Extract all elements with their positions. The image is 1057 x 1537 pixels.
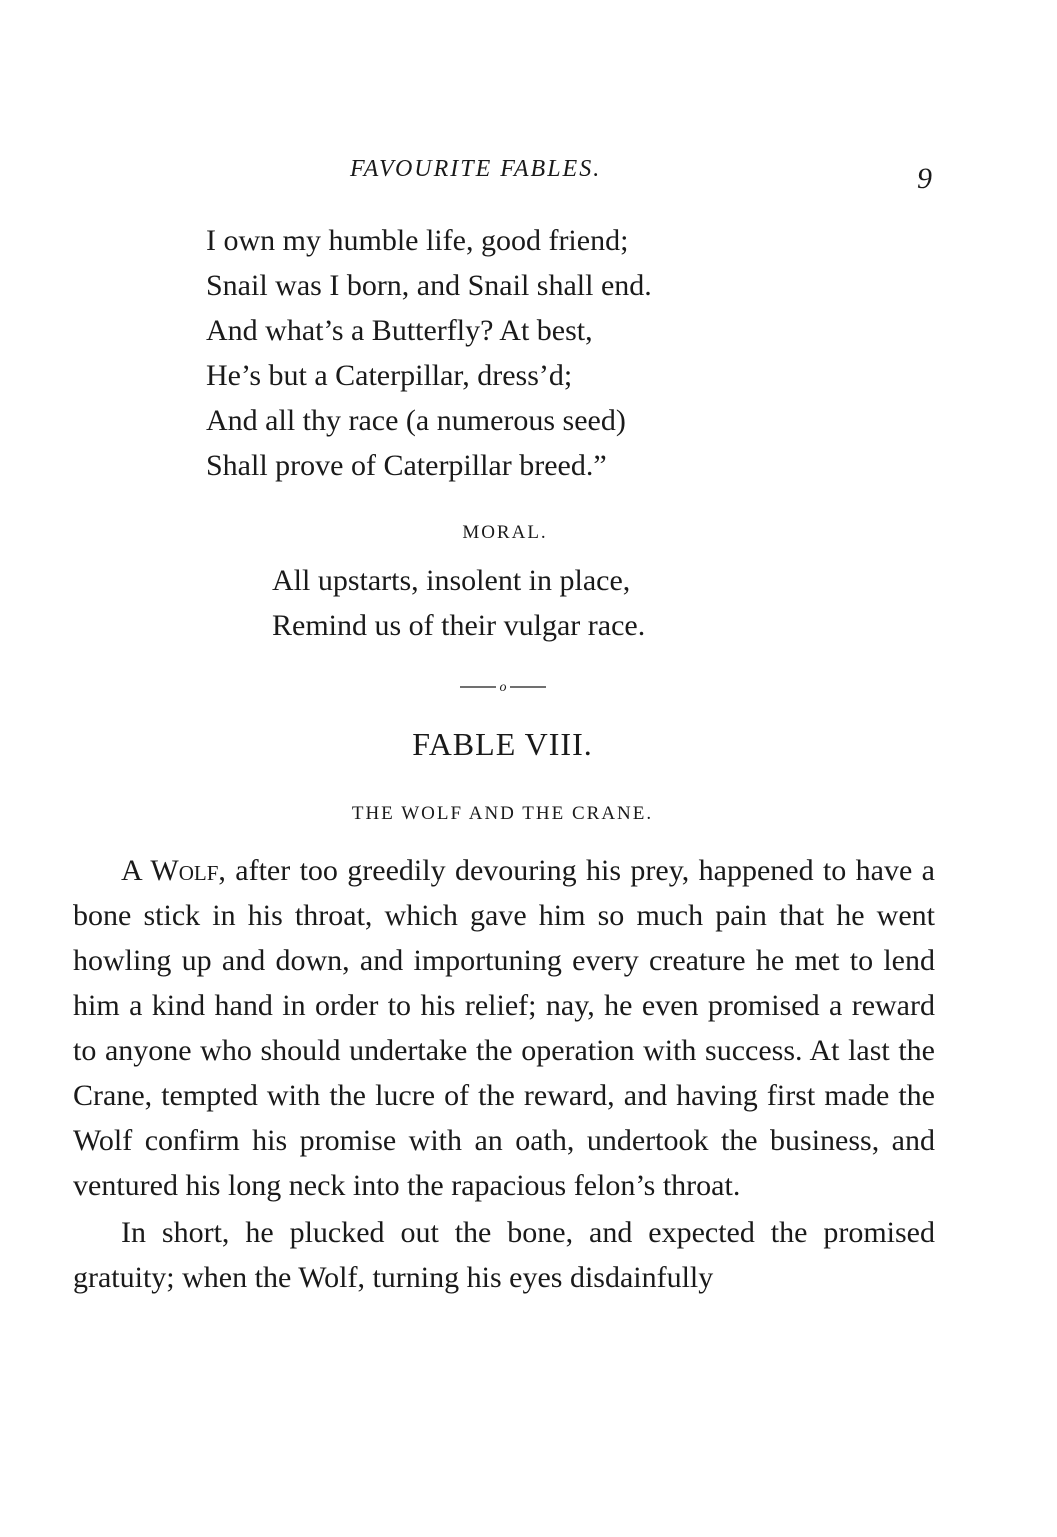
moral-line: All upstarts, insolent in place, xyxy=(272,564,631,597)
paragraph-opening: A xyxy=(121,854,151,887)
verse-line: I own my humble life, good friend; xyxy=(206,224,629,257)
moral-verse xyxy=(272,558,645,648)
paragraph: In short, he plucked out the bone, and expected the promised gratuity; when the Wolf, turning his eyes disdainfully xyxy=(73,1216,935,1294)
small-caps-word: Wolf xyxy=(150,854,219,887)
running-head xyxy=(0,156,1057,196)
verse-stanza xyxy=(206,218,652,488)
verse-line: And all thy race (a numerous seed) xyxy=(206,404,626,437)
verse-line: He’s but a Caterpillar, dress’d; xyxy=(206,359,573,392)
divider-ornament-glyph: o xyxy=(499,680,507,695)
page-number: 9 xyxy=(917,162,932,195)
fable-body xyxy=(73,848,935,1300)
moral-heading: MORAL. xyxy=(462,522,548,543)
section-divider-ornament xyxy=(458,676,548,696)
verse-line: Snail was I born, and Snail shall end. xyxy=(206,269,652,302)
verse-line: Shall prove of Caterpillar breed.” xyxy=(206,449,607,482)
running-title: FAVOURITE FABLES. xyxy=(350,156,602,182)
verse-line: And what’s a Butterfly? At best, xyxy=(206,314,593,347)
moral-line: Remind us of their vulgar race. xyxy=(272,609,646,642)
fable-heading: FABLE VIII. xyxy=(412,726,593,762)
fable-subtitle: THE WOLF AND THE CRANE. xyxy=(351,803,654,824)
paragraph-text: , after too greedily devouring his prey, happened to have a bone stick in his throat, which gave him so much pain that he went howling up and down, and importuning every creature he met to lend him a kind hand in order to his relief; nay, he even promised a reward to anyone who should undertake the operation with success. At last the Crane, tempted with the lucre of the reward, and having first made the Wolf confirm his promise with an oath, undertook the business, and ventured his long neck into the rapacious felon’s throat. xyxy=(73,854,935,1202)
paragraph xyxy=(73,848,935,1208)
